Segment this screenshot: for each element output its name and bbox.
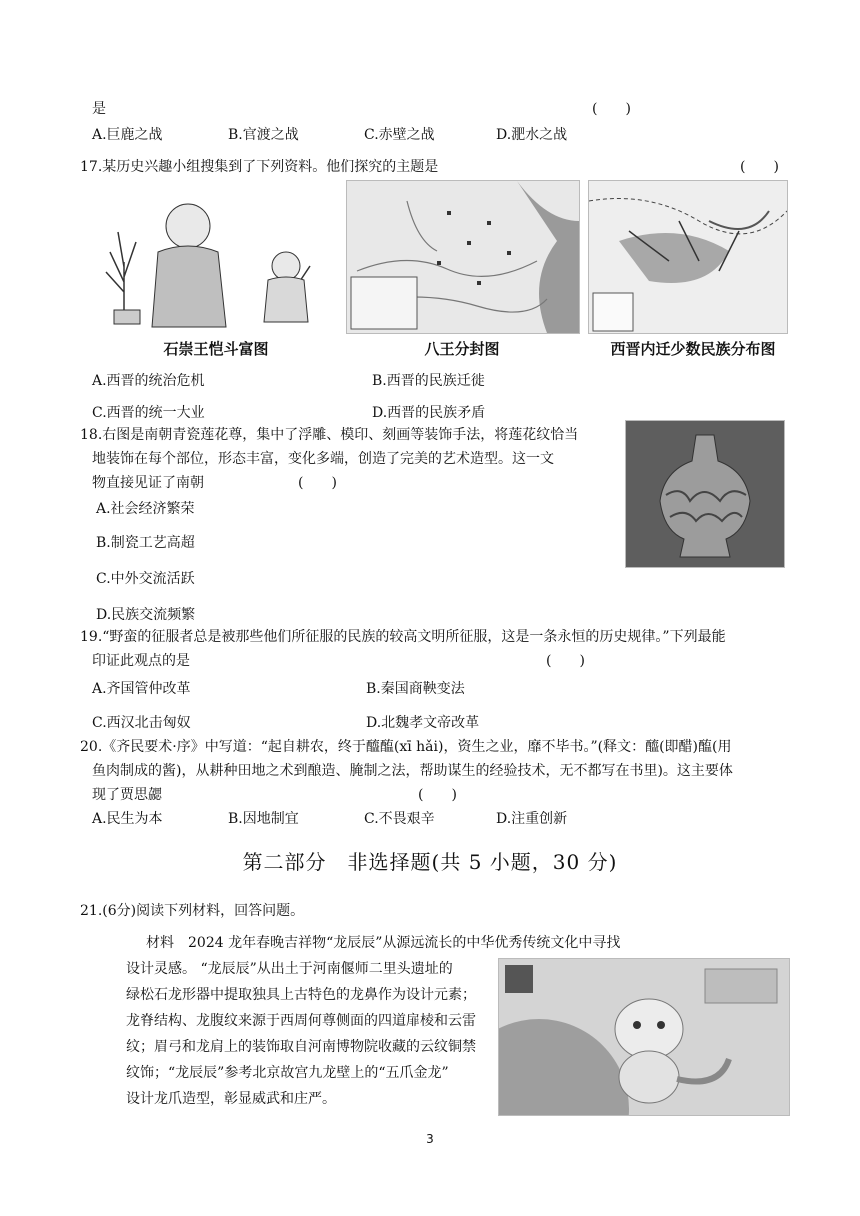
q17-stem: 17.某历史兴趣小组搜集到了下列资料。他们探究的主题是 xyxy=(80,159,439,175)
q18-answer-paren: ( ) xyxy=(298,475,337,491)
q19-option-a: A.齐国管仲改革 xyxy=(92,681,191,697)
q20-option-c: C.不畏艰辛 xyxy=(364,811,435,827)
q19-option-b: B.秦国商鞅变法 xyxy=(366,681,465,697)
q19-option-c: C.西汉北击匈奴 xyxy=(92,715,191,731)
eight-kings-map xyxy=(346,180,580,334)
q18-line-2: 地装饰在每个部位，形态丰富，变化多端，创造了完美的艺术造型。这一文 xyxy=(92,451,554,467)
q17-option-d: D.西晋的民族矛盾 xyxy=(372,405,486,421)
q19-option-d: D.北魏孝文帝改革 xyxy=(366,715,480,731)
lotus-vase-photo xyxy=(625,420,785,568)
q18-line-3: 物直接见证了南朝 xyxy=(92,475,204,491)
caption-migration: 西晋内迁少数民族分布图 xyxy=(610,340,776,358)
mascot-image xyxy=(498,958,790,1116)
q20-line-1: 20.《齐民要术·序》中写道：“起自耕农，终于醯醢(xī hǎi)，资生之业，靡不毕书。”(释文：醯(即醋)醢(用 xyxy=(80,739,732,755)
q18-option-d: D.民族交流频繁 xyxy=(96,607,196,623)
q21-material-line-4: 龙脊结构、龙腹纹来源于西周何尊侧面的四道扉棱和云雷 xyxy=(126,1013,476,1029)
q21-material-line-5: 纹；眉弓和龙肩上的装饰取自河南博物院收藏的云纹铜禁 xyxy=(126,1039,476,1055)
q20-option-d: D.注重创新 xyxy=(496,811,568,827)
q21-material-line-6: 纹饰；“龙辰辰”参考北京故宫九龙壁上的“五爪金龙” xyxy=(126,1065,449,1081)
q19-line-1: 19.“野蛮的征服者总是被那些他们所征服的民族的较高文明所征服，这是一条永恒的历史规律。”下列最能 xyxy=(80,629,726,645)
q18-option-c: C.中外交流活跃 xyxy=(96,571,195,587)
q17-option-b: B.西晋的民族迁徙 xyxy=(372,373,485,389)
q20-line-2: 鱼肉制成的酱)，从耕种田地之术到酿造、腌制之法，帮助谋生的经验技术，无不都写在书里)。这主要体 xyxy=(92,763,733,779)
minority-migration-map xyxy=(588,180,788,334)
page-number: 3 xyxy=(426,1132,434,1146)
q20-answer-paren: ( ) xyxy=(418,787,457,803)
q16-option-b: B.官渡之战 xyxy=(228,127,299,143)
cartoon-image xyxy=(96,182,336,332)
q16-option-a: A.巨鹿之战 xyxy=(92,127,163,143)
q20-option-b: B.因地制宜 xyxy=(228,811,299,827)
section-heading: 第二部分 非选择题(共 5 小题，30 分) xyxy=(242,850,618,874)
q16-line-end: 是 xyxy=(92,101,106,117)
q21-material-line-2: 设计灵感。 “龙辰辰”从出土于河南偃师二里头遗址的 xyxy=(126,961,453,977)
q16-answer-paren: ( ) xyxy=(592,101,631,117)
q18-option-b: B.制瓷工艺高超 xyxy=(96,535,195,551)
q17-option-c: C.西晋的统一大业 xyxy=(92,405,205,421)
q21-material-line-1: 材料 2024 龙年春晚吉祥物“龙辰辰”从源远流长的中华优秀传统文化中寻找 xyxy=(146,935,621,951)
q16-option-c: C.赤壁之战 xyxy=(364,127,435,143)
q21-material-line-7: 设计龙爪造型，彰显威武和庄严。 xyxy=(126,1091,336,1107)
q20-option-a: A.民生为本 xyxy=(92,811,163,827)
q16-option-d: D.淝水之战 xyxy=(496,127,568,143)
q18-option-a: A.社会经济繁荣 xyxy=(96,501,195,517)
q20-line-3: 现了贾思勰 xyxy=(92,787,162,803)
q21-stem: 21.(6分)阅读下列材料，回答问题。 xyxy=(80,903,305,919)
caption-cartoon: 石崇王恺斗富图 xyxy=(163,340,269,358)
caption-eight-kings: 八王分封图 xyxy=(424,340,500,358)
q19-answer-paren: ( ) xyxy=(546,653,585,669)
q18-line-1: 18.右图是南朝青瓷莲花尊，集中了浮雕、模印、刻画等装饰手法，将莲花纹恰当 xyxy=(80,427,579,443)
q19-line-2: 印证此观点的是 xyxy=(92,653,190,669)
q17-option-a: A.西晋的统治危机 xyxy=(92,373,205,389)
q21-material-line-3: 绿松石龙形器中提取独具上古特色的龙鼻作为设计元素； xyxy=(126,987,476,1003)
q17-answer-paren: ( ) xyxy=(740,159,779,175)
